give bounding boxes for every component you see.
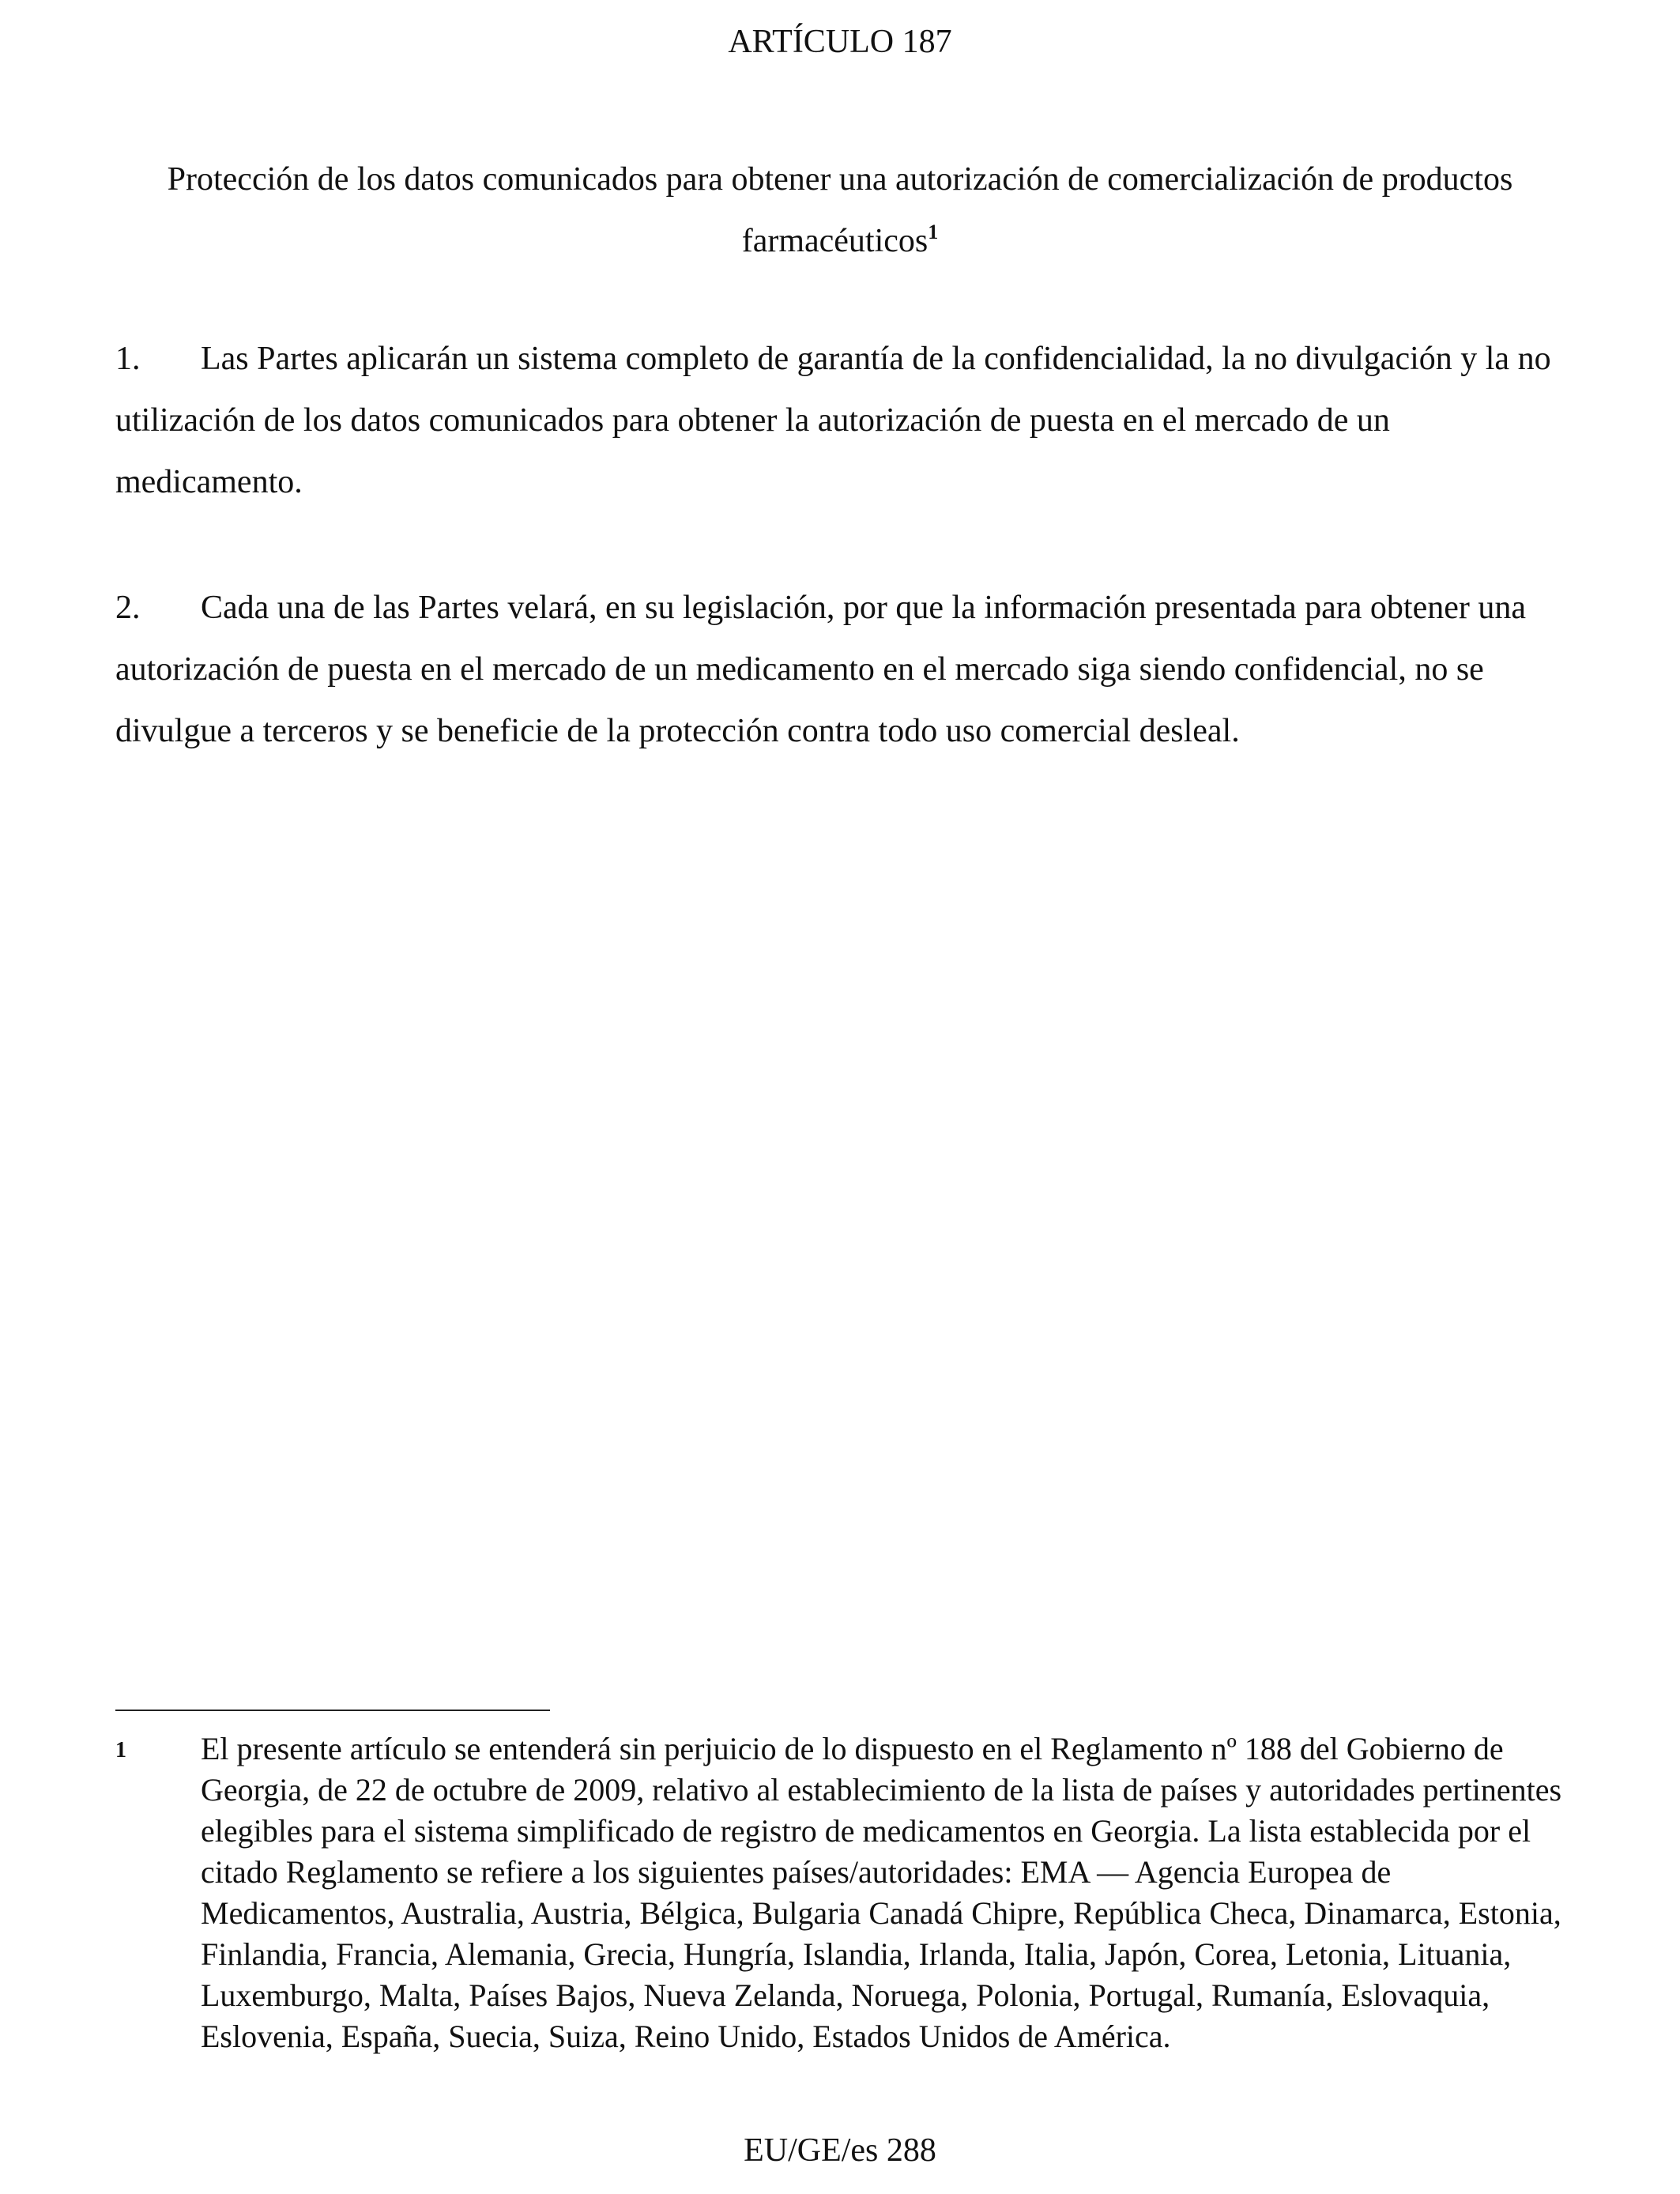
- paragraph-2: [115, 577, 1579, 762]
- article-subtitle: [158, 149, 1522, 272]
- page-reference: EU/GE/es 288: [744, 2132, 936, 2169]
- footnote-divider: [115, 1710, 550, 1711]
- article-subtitle-text: Protección de los datos comunicados para obtener una autorización de comercialización de productos farmacéuticos: [167, 161, 1513, 259]
- paragraph-text: Las Partes aplicarán un sistema completo de garantía de la confidencialidad, la no divulgación y la no utilización de los datos comunicados para obtener la autorización de puesta en el mercado de un medicamento.: [115, 341, 1551, 500]
- paragraph-1: [115, 328, 1579, 513]
- footnote: [115, 1728, 1569, 2057]
- paragraph-number: 2.: [115, 590, 141, 626]
- footnote-reference[interactable]: 1: [928, 221, 939, 243]
- footnote-mark: 1: [115, 1738, 126, 1762]
- paragraph-number: 1.: [115, 341, 141, 377]
- footnote-text: El presente artículo se entenderá sin perjuicio de lo dispuesto en el Reglamento nº 188 del Gobierno de Georgia, de 22 de octubre de 2009, relativo al establecimiento de la lista de países y autoridades pertinentes elegibles para el sistema simplificado de registro de medicamentos en Georgia. La lista establecida por el citado Reglamento se refiere a los siguientes países/autoridades: EMA — Agencia Europea de Medicamentos, Australia, Austria, Bélgica, Bulgaria Canadá Chipre, República Checa, Dinamarca, Estonia, Finlandia, Francia, Alemania, Grecia, Hungría, Islandia, Irlanda, Italia, Japón, Corea, Letonia, Lituania, Luxemburgo, Malta, Países Bajos, Nueva Zelanda, Noruega, Polonia, Portugal, Rumanía, Eslovaquia, Eslovenia, España, Suecia, Suiza, Reino Unido, Estados Unidos de América.: [201, 1731, 1562, 2054]
- article-title: ARTÍCULO 187: [728, 24, 952, 60]
- paragraph-text: Cada una de las Partes velará, en su legislación, por que la información presentada para obtener una autorización de puesta en el mercado de un medicamento en el mercado siga siendo confidencial, no se divulgue a terceros y se beneficie de la protección contra todo uso comercial desleal.: [115, 590, 1527, 749]
